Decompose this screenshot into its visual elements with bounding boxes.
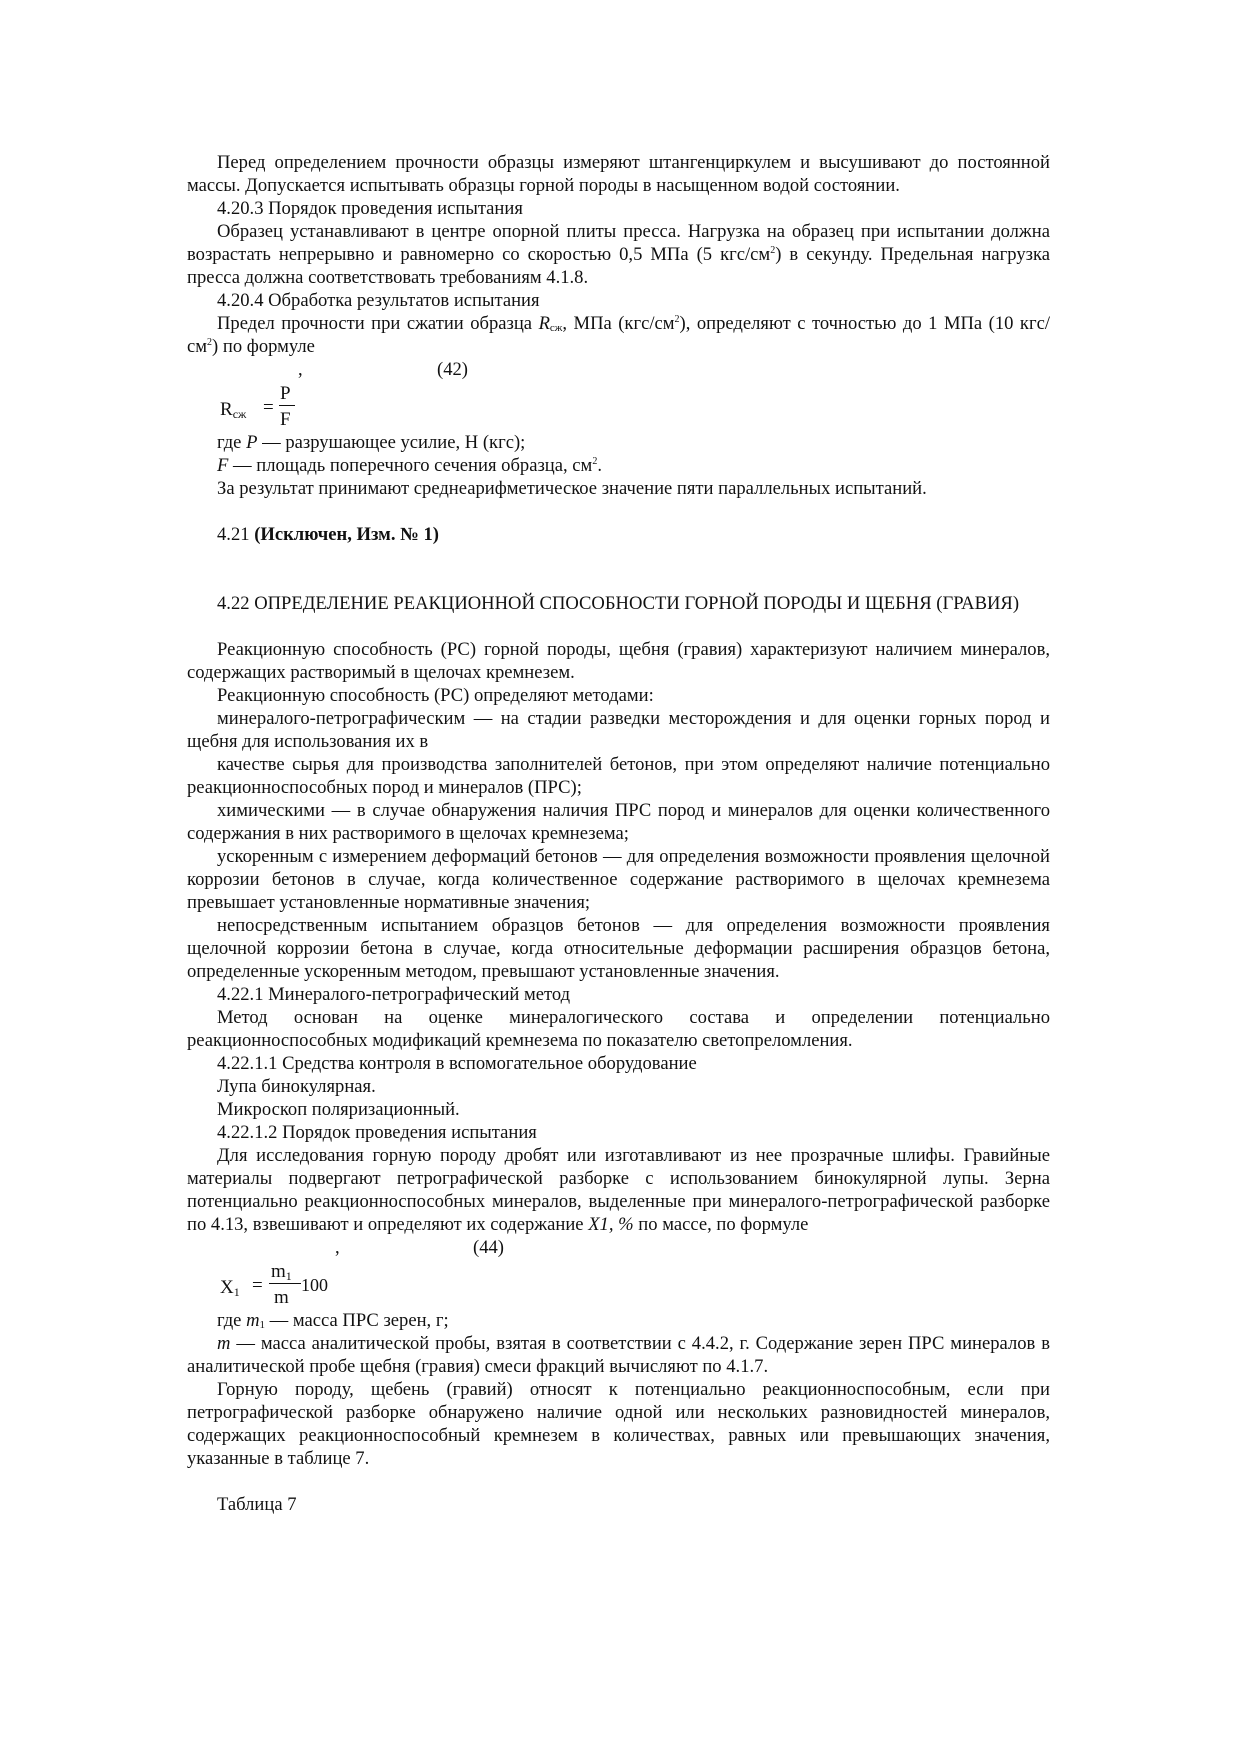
superscript: 2 bbox=[770, 245, 776, 256]
text-run: — разрушающее усилие, Н (кгс); bbox=[257, 432, 526, 453]
superscript: 2 bbox=[592, 456, 598, 467]
text-run: , МПа (кгс/см bbox=[562, 313, 675, 334]
paragraph bbox=[187, 454, 1050, 477]
document-body bbox=[187, 151, 1050, 1516]
symbol-P: P bbox=[246, 432, 258, 453]
formula-denominator: m bbox=[274, 1287, 289, 1308]
text-run: по массе, по формуле bbox=[633, 1214, 809, 1235]
paragraph: ускоренным с измерением деформаций бетонов — для определения возможности проявления щелочной коррозии бетонов в случае, когда количественное содержание растворимого в щелочах кремнезема превышает установленные нормативные значения; bbox=[187, 846, 1050, 913]
paragraph: Перед определением прочности образцы измеряют штангенциркулем и высушивают до постоянной массы. Допускается испытывать образцы горной породы в насыщенном водой состоянии. bbox=[187, 152, 1050, 196]
paragraph: химическими — в случае обнаружения наличия ПРС пород и минералов для оценки количественного содержания в них растворимого в щелочах кремнезема; bbox=[187, 800, 1050, 844]
section-heading-4-22-1-1: 4.22.1.1 Средства контроля в вспомогательное оборудование bbox=[217, 1053, 697, 1074]
text-run: Образец устанавливают в центре опорной плиты пресса. Нагрузка на образец при испытании должна возрастать непрерывно и равномерно со скоростью 0,5 МПа (5 кгс/см bbox=[187, 221, 1050, 265]
formula-numerator: P bbox=[280, 383, 291, 404]
subscript: 1 bbox=[259, 1319, 265, 1331]
paragraph bbox=[187, 312, 1050, 358]
formula-comma: , bbox=[335, 1237, 340, 1258]
formula-42 bbox=[187, 381, 1050, 431]
paragraph: непосредственным испытанием образцов бетонов — для определения возможности проявления щелочной коррозии бетона в случае, когда относительные деформации расширения образцов бетона, определенные ускоренным методом, превышают установленные значения. bbox=[187, 915, 1050, 982]
text-run: — масса аналитической пробы, взятая в соответствии с 4.4.2, г. Содержание зерен ПРС минералов в аналитической пробе щебня (гравия) смеси фракций вычисляют по 4.1.7. bbox=[187, 1333, 1050, 1377]
text-run: ), определяют с точностью до 1 МПа (10 кгс/см bbox=[187, 313, 1051, 357]
section-heading-4-22-1: 4.22.1 Минералого-петрографический метод bbox=[217, 984, 571, 1005]
paragraph: Горную породу, щебень (гравий) относят к потенциально реакционноспособным, если при петрографической разборке обнаружено наличие одной или нескольких разновидностей минералов, содержащих реакционноспособный кремнезем в количествах, равных или превышающих значения, указанные в таблице 7. bbox=[187, 1379, 1050, 1469]
paragraph: За результат принимают среднеарифметическое значение пяти параллельных испытаний. bbox=[217, 478, 927, 499]
paragraph: Реакционную способность (РС) горной породы, щебня (гравия) характеризуют наличием минералов, содержащих растворимый в щелочах кремнезем. bbox=[187, 639, 1050, 683]
formula-multiplier: 100 bbox=[301, 1275, 328, 1295]
paragraph bbox=[187, 1309, 1050, 1332]
formula-symbol: X bbox=[220, 1277, 234, 1298]
formula-denominator: F bbox=[280, 409, 291, 430]
paragraph bbox=[187, 431, 1050, 454]
formula-comma: , bbox=[298, 359, 303, 380]
paragraph: качестве сырья для производства заполнителей бетонов, при этом определяют наличие потенциально реакционноспособных пород и минералов (ПРС); bbox=[187, 754, 1050, 798]
section-heading-4-22-1-2: 4.22.1.2 Порядок проведения испытания bbox=[217, 1122, 537, 1143]
text-run: где bbox=[217, 1310, 247, 1331]
symbol-m: m bbox=[246, 1310, 260, 1331]
table-caption: Таблица 7 bbox=[217, 1494, 297, 1515]
italic-text: X1, % bbox=[588, 1214, 634, 1235]
fraction-bar bbox=[269, 1283, 301, 1284]
symbol-m: m bbox=[217, 1333, 231, 1354]
paragraph bbox=[187, 1332, 1050, 1378]
section-heading-4-20-4: 4.20.4 Обработка результатов испытания bbox=[217, 290, 540, 311]
paragraph: минералого-петрографическим — на стадии разведки месторождения и для оценки горных пород и щебня для использования их в bbox=[187, 708, 1050, 752]
text-run: где bbox=[217, 432, 247, 453]
paragraph: Реакционную способность (РС) определяют методами: bbox=[217, 685, 654, 706]
formula-lhs bbox=[220, 398, 246, 426]
symbol-R: R bbox=[538, 313, 550, 334]
bold-text: (Исключен, Изм. № 1) bbox=[254, 524, 439, 545]
text-run: Для исследования горную породу дробят или изготавливают из нее прозрачные шлифы. Гравийные материалы подвергают петрографической разборке с использованием бинокулярной лупы. Зерна потенциально реакционноспособных минералов, выделенные при минералого-петрографической разборке по 4.13, взвешивают и определяют их содержание bbox=[187, 1145, 1050, 1235]
formula-44 bbox=[187, 1259, 1050, 1309]
text-run: 4.21 bbox=[217, 524, 255, 545]
paragraph: Микроскоп поляризационный. bbox=[217, 1099, 460, 1120]
formula-lhs bbox=[220, 1276, 240, 1304]
section-heading-4-22: 4.22 ОПРЕДЕЛЕНИЕ РЕАКЦИОННОЙ СПОСОБНОСТИ ГОРНОЙ ПОРОДЫ И ЩЕБНЯ (ГРАВИЯ) bbox=[217, 593, 1020, 614]
text-run: ) по формуле bbox=[212, 336, 315, 357]
fraction-bar bbox=[279, 405, 295, 406]
text-run: — масса ПРС зерен, г; bbox=[265, 1310, 449, 1331]
text-run: ) в секунду. Предельная нагрузка пресса должна соответствовать требованиям 4.1.8. bbox=[187, 244, 1050, 288]
formula-number: (44) bbox=[473, 1237, 504, 1258]
formula-equals: = bbox=[252, 1275, 263, 1296]
text-run: — площадь поперечного сечения образца, см bbox=[228, 455, 593, 476]
formula-equals: = bbox=[263, 397, 274, 418]
subscript: сж bbox=[549, 322, 563, 334]
paragraph bbox=[187, 1144, 1050, 1236]
section-heading-4-21 bbox=[187, 523, 1050, 546]
text-run: Предел прочности при сжатии образца bbox=[217, 313, 539, 334]
formula-subscript: 1 bbox=[233, 1285, 240, 1299]
formula-subscript: сж bbox=[232, 407, 247, 421]
superscript: 2 bbox=[674, 314, 680, 325]
text-run: . bbox=[597, 455, 602, 476]
formula-symbol: m bbox=[271, 1261, 286, 1282]
section-heading-4-20-3: 4.20.3 Порядок проведения испытания bbox=[217, 198, 523, 219]
formula-subscript: 1 bbox=[285, 1269, 292, 1283]
paragraph: Лупа бинокулярная. bbox=[217, 1076, 376, 1097]
formula-symbol: R bbox=[220, 399, 233, 420]
paragraph bbox=[187, 220, 1050, 289]
paragraph: Метод основан на оценке минералогического состава и определении потенциально реакционноспособных модификаций кремнезема по показателю светопреломления. bbox=[187, 1007, 1050, 1051]
formula-42-number-line bbox=[187, 358, 1050, 381]
formula-number: (42) bbox=[437, 359, 468, 380]
formula-44-number-line bbox=[187, 1236, 1050, 1259]
superscript: 2 bbox=[207, 337, 213, 348]
symbol-F: F bbox=[217, 455, 229, 476]
